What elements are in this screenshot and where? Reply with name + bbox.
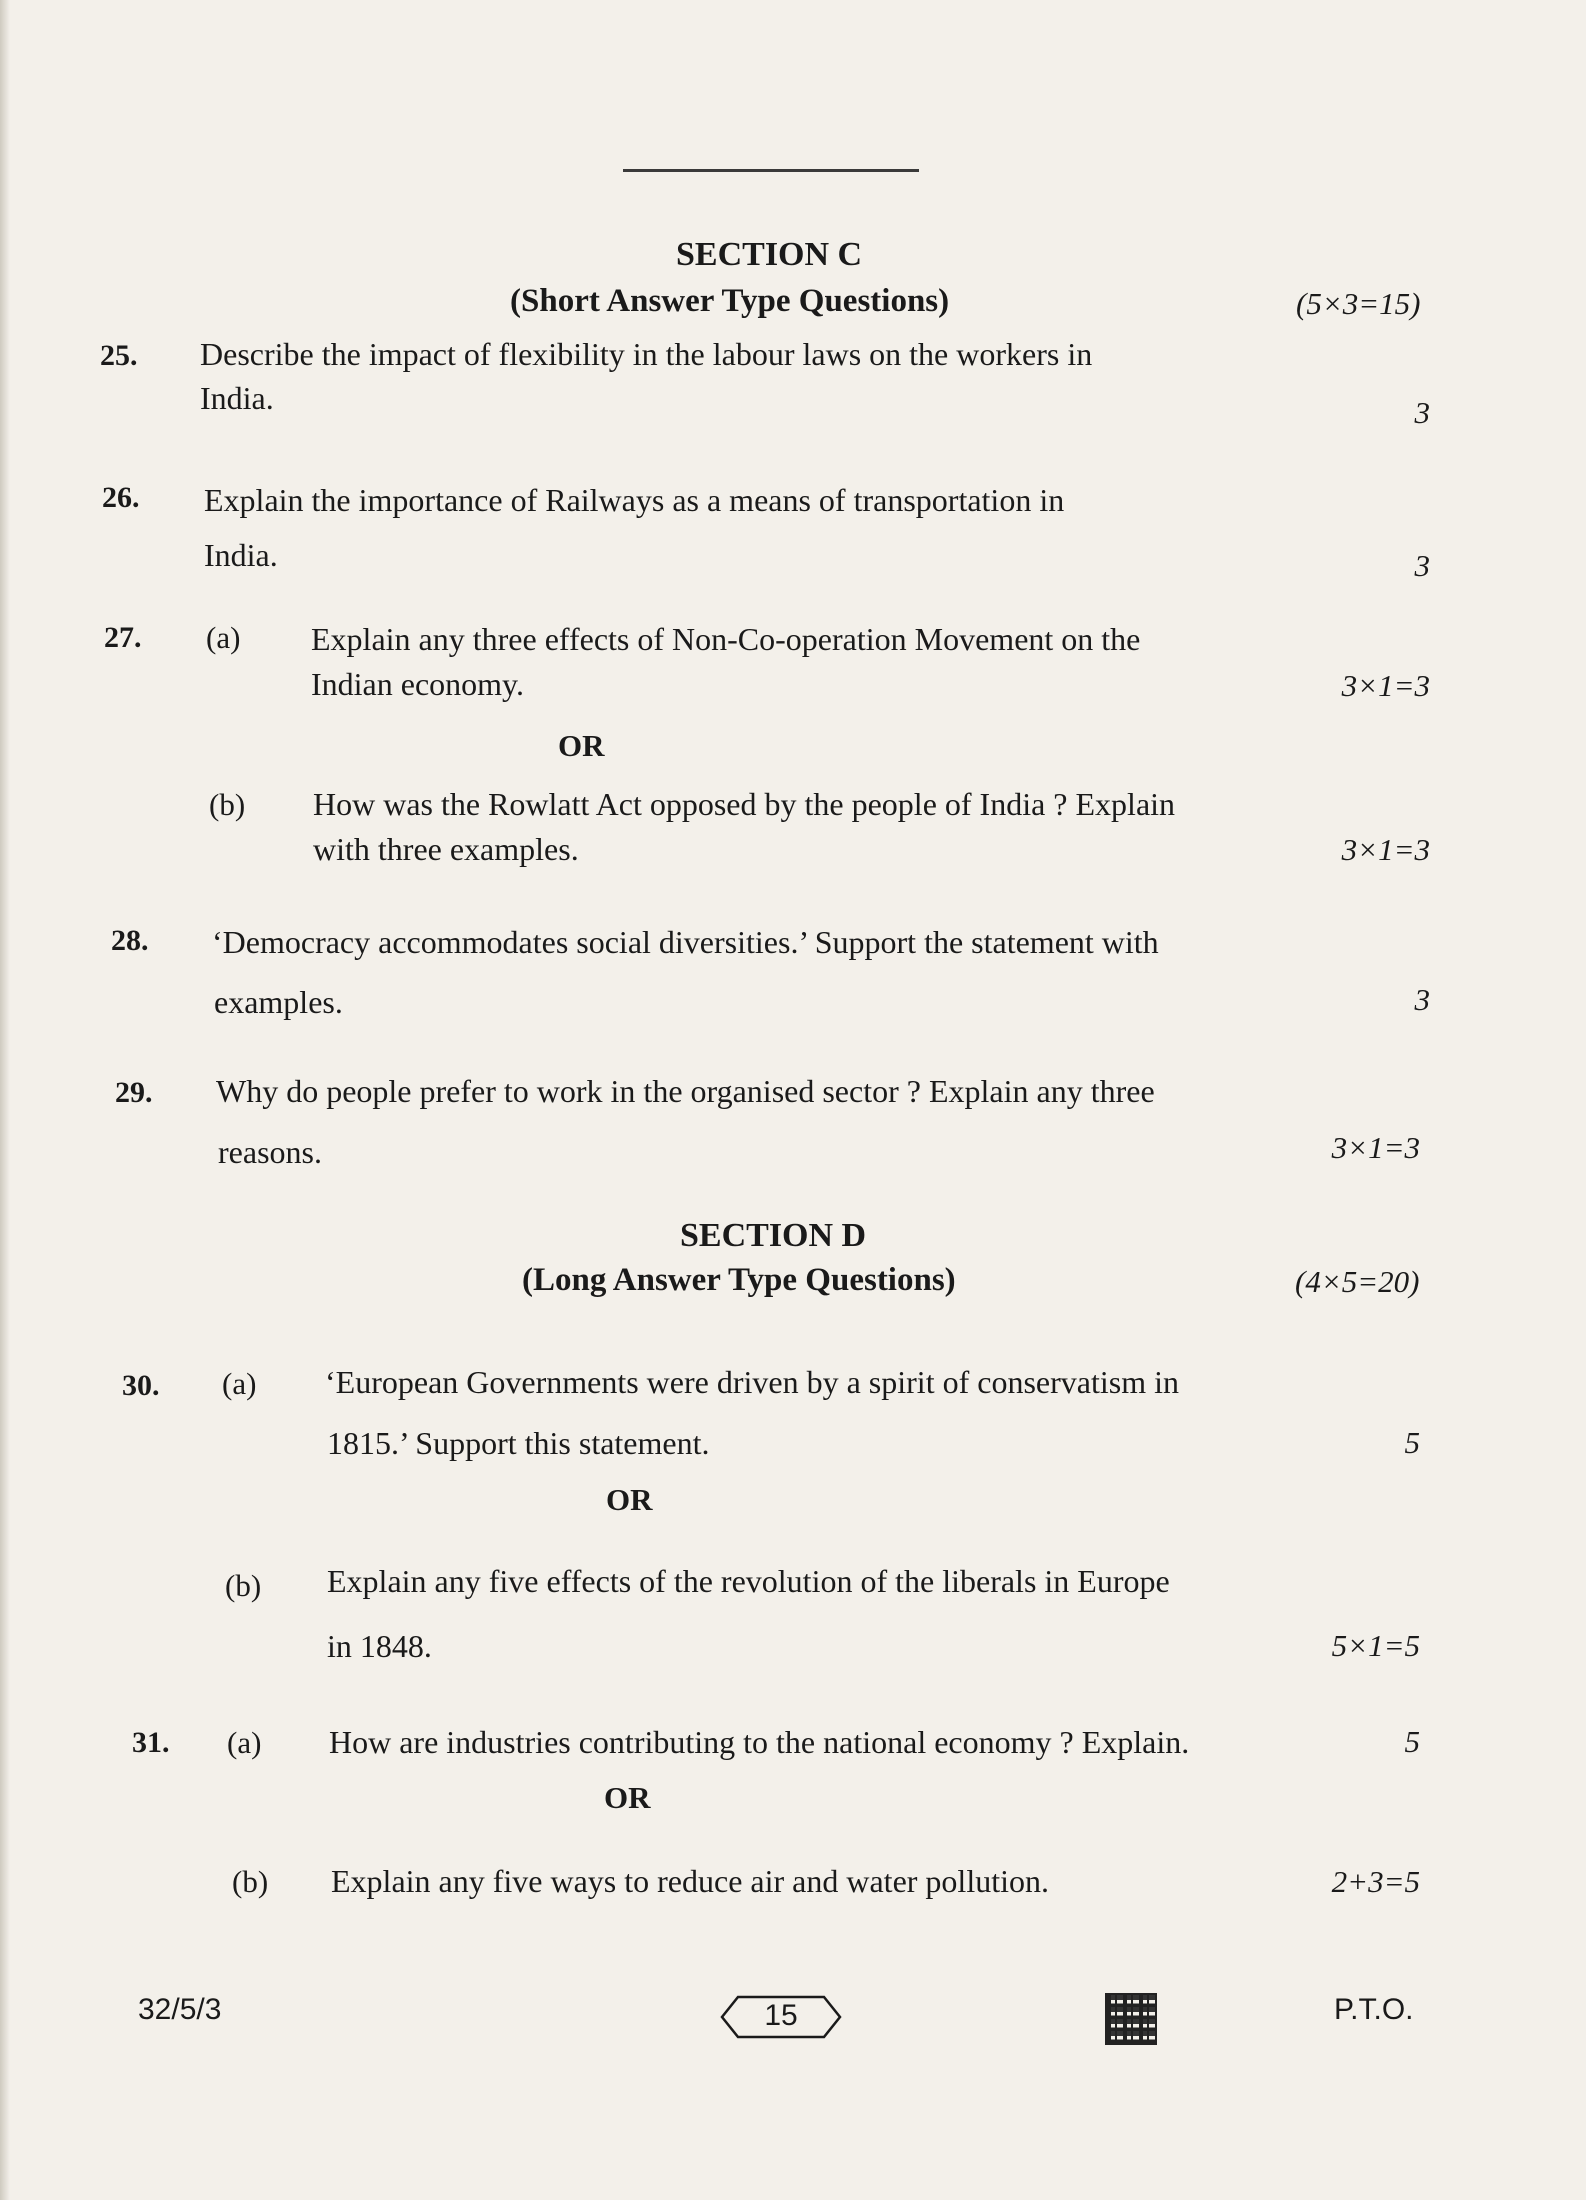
- q30-b-line2: in 1848.: [327, 1628, 432, 1664]
- q30-b-marks: 5×1=5: [1331, 1628, 1420, 1663]
- page-edge: [0, 0, 10, 2200]
- q27-b-label: (b): [209, 787, 246, 822]
- pto-label: P.T.O.: [1334, 1993, 1414, 2026]
- section-c-marks: (5×3=15): [1296, 286, 1421, 321]
- q29-number: 29.: [115, 1076, 153, 1109]
- q27-a-line2: Indian economy.: [311, 666, 524, 702]
- q31-b-label: (b): [232, 1864, 269, 1899]
- q25-line1: Describe the impact of flexibility in the labour laws on the workers in: [200, 336, 1093, 372]
- q27-or: OR: [558, 728, 605, 763]
- q30-a-label: (a): [222, 1366, 257, 1401]
- q29-marks: 3×1=3: [1331, 1130, 1420, 1165]
- q31-b-marks: 2+3=5: [1331, 1864, 1420, 1899]
- q31-or: OR: [604, 1780, 651, 1815]
- q26-number: 26.: [102, 481, 140, 514]
- q27-a-line1: Explain any three effects of Non-Co-operation Movement on the: [311, 621, 1141, 657]
- q30-a-line1: ‘European Governments were driven by a spirit of conservatism in: [325, 1364, 1179, 1400]
- q25-number: 25.: [100, 339, 138, 372]
- q27-b-line2: with three examples.: [313, 831, 579, 867]
- q30-or: OR: [606, 1482, 653, 1517]
- q27-b-line1: How was the Rowlatt Act opposed by the people of India ? Explain: [313, 786, 1176, 822]
- q30-a-line2: 1815.’ Support this statement.: [327, 1425, 710, 1461]
- q28-line1: ‘Democracy accommodates social diversities.’ Support the statement with: [212, 924, 1159, 960]
- q31-a-label: (a): [227, 1725, 262, 1760]
- section-d-subtitle: (Long Answer Type Questions): [522, 1262, 956, 1298]
- q26-marks: 3: [1414, 548, 1430, 583]
- q30-a-marks: 5: [1404, 1425, 1420, 1460]
- section-c-title: SECTION C: [676, 236, 863, 273]
- q26-line2: India.: [204, 537, 278, 573]
- q25-line2: India.: [200, 380, 274, 416]
- q27-b-marks: 3×1=3: [1341, 832, 1430, 867]
- q27-a-marks: 3×1=3: [1341, 668, 1430, 703]
- page-number: 15: [764, 1999, 798, 2032]
- q31-number: 31.: [132, 1726, 170, 1759]
- q29-line1: Why do people prefer to work in the organised sector ? Explain any three: [216, 1073, 1155, 1109]
- section-d-marks: (4×5=20): [1295, 1264, 1420, 1299]
- q27-number: 27.: [104, 621, 142, 654]
- q26-line1: Explain the importance of Railways as a means of transportation in: [204, 482, 1065, 518]
- q30-number: 30.: [122, 1369, 160, 1402]
- section-d-title: SECTION D: [680, 1217, 867, 1254]
- q29-line2: reasons.: [218, 1134, 322, 1170]
- q27-a-label: (a): [206, 620, 241, 655]
- q25-marks: 3: [1414, 395, 1430, 430]
- qr-code-icon: [1105, 1993, 1157, 2045]
- q28-number: 28.: [111, 924, 149, 957]
- section-c-subtitle: (Short Answer Type Questions): [510, 283, 950, 319]
- paper-code: 32/5/3: [138, 1993, 222, 2026]
- q31-a-line1: How are industries contributing to the national economy ? Explain.: [329, 1724, 1190, 1760]
- page-number-box: [720, 1995, 842, 2039]
- q30-b-line1: Explain any five effects of the revolution of the liberals in Europe: [327, 1563, 1170, 1599]
- q31-a-marks: 5: [1404, 1724, 1420, 1759]
- q31-b-line1: Explain any five ways to reduce air and water pollution.: [331, 1863, 1049, 1899]
- q28-marks: 3: [1414, 982, 1430, 1017]
- q28-line2: examples.: [214, 984, 343, 1020]
- q30-b-label: (b): [225, 1568, 262, 1603]
- top-rule: [623, 169, 919, 172]
